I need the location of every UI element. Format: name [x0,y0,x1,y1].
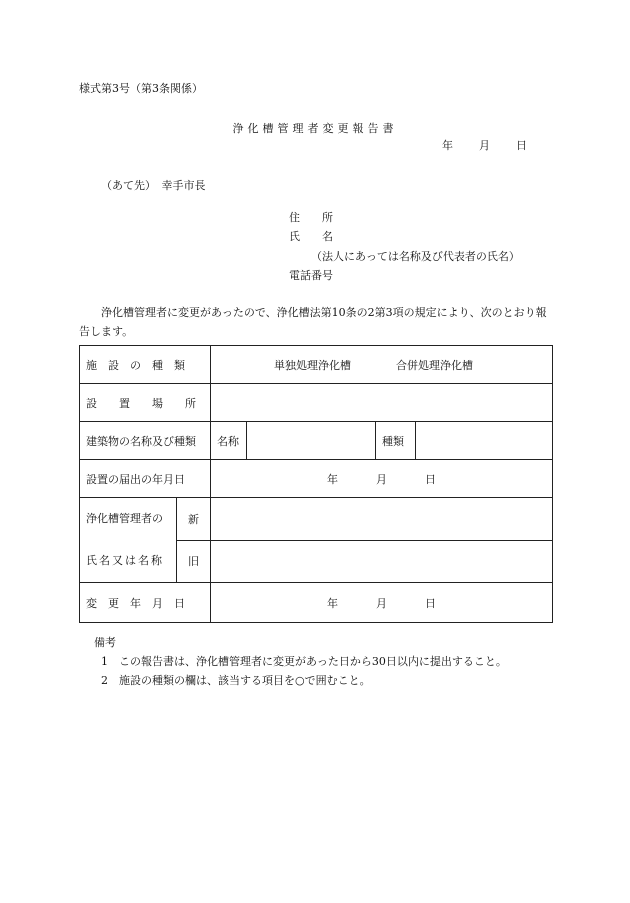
change-date-label: 変 更 年 月 日 [80,583,211,623]
facility-type-row [80,346,553,384]
install-year-label: 年 [327,472,338,486]
form-number: 様式第3号（第3条関係） [79,82,203,95]
manager-label-line1: 浄化槽管理者の [86,512,163,525]
document-title: 浄化槽管理者変更報告書 [232,122,398,135]
recipient: （あて先） 幸手市長 [101,179,206,192]
note-item-1: 1 この報告書は、浄化槽管理者に変更があった日から30日以内に提出すること。 [101,655,507,668]
manager-old-field[interactable] [211,540,553,583]
change-month-label: 月 [376,596,387,610]
install-day-label: 日 [425,472,436,486]
phone-label: 電話番号 [289,269,333,282]
facility-type-label: 施 設 の 種 類 [80,346,211,384]
building-name-field[interactable] [247,422,376,460]
old-label: 旧 [177,540,211,583]
report-table [79,345,553,623]
manager-new-field[interactable] [211,498,553,541]
date-day-label: 日 [516,139,527,152]
install-date-label: 設置の届出の年月日 [80,460,211,498]
address-label: 住 所 [289,211,333,224]
building-type-field[interactable] [416,422,553,460]
location-field[interactable] [211,384,553,422]
change-date-field[interactable] [211,583,553,623]
building-type-label: 種類 [376,422,416,460]
submission-date [442,137,527,153]
facility-type-options [211,346,553,384]
intro-text-body: 浄化槽管理者に変更があったので、浄化槽法第10条の2第3項の規定により、次のとおり報告します。 [79,306,547,338]
building-row [80,422,553,460]
install-date-field[interactable] [211,460,553,498]
location-row [80,384,553,422]
facility-option-combined[interactable]: 合併処理浄化槽 [396,358,473,372]
new-label: 新 [177,498,211,541]
date-month-label: 月 [479,139,490,152]
corporate-note: （法人にあっては名称及び代表者の氏名） [311,250,520,263]
change-year-label: 年 [327,596,338,610]
date-year-label: 年 [442,139,453,152]
building-label: 建築物の名称及び種類 [80,422,211,460]
manager-label [80,498,177,583]
name-label: 氏 名 [289,230,333,243]
intro-text [79,303,554,341]
manager-new-row [80,498,553,541]
change-date-row [80,583,553,623]
location-label: 設 置 場 所 [80,384,211,422]
notes-title: 備考 [94,636,116,649]
facility-option-standalone[interactable]: 単独処理浄化槽 [274,358,351,372]
note-item-2: 2 施設の種類の欄は、該当する項目を○で囲むこと。 [101,674,371,687]
install-month-label: 月 [376,472,387,486]
change-day-label: 日 [425,596,436,610]
building-name-label: 名称 [211,422,247,460]
install-date-row [80,460,553,498]
manager-label-line2: 氏名又は名称 [86,554,164,567]
